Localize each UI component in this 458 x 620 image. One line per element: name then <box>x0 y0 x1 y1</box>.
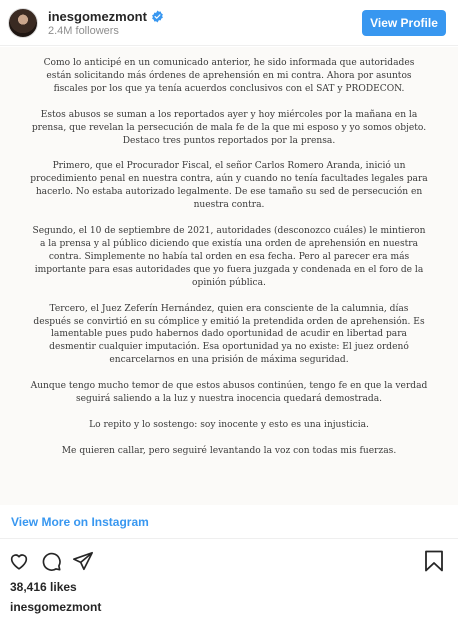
username[interactable]: inesgomezmont <box>48 9 147 24</box>
statement-paragraph: Tercero, el Juez Zeferín Hernández, quien era consciente de la calumnia, días después se convirtió en su cómplice y emitió la pretendida orden de aprehensión. Es lamentable pues pudo habernos dado oportunidad de acudir en libertad para desmentir cualquier imputación. Esa oportunidad ya no existe: El juez ordenó encarcelarnos en una prisión de máxima seguridad. <box>33 303 425 366</box>
statement-paragraph: Primero, que el Procurador Fiscal, el señor Carlos Romero Aranda, inició un procedimiento penal en nuestra contra, aún y cuando no tenía facultades legales para hacerlo. No estaba autorizado legalmente. De ese tamaño su sed de persecución en nuestra contra. <box>30 161 428 211</box>
statement-text <box>30 57 428 471</box>
divider <box>0 538 458 539</box>
heart-icon[interactable] <box>8 550 30 572</box>
statement-paragraph: Como lo anticipé en un comunicado anterior, he sido informada que autoridades están solicitando más órdenes de aprehensión en mi contra. Ahora por asuntos fiscales por los que ya tenía acuerdos conclusivos con el SAT y PRODECON. <box>43 58 415 94</box>
post-image[interactable] <box>0 47 458 505</box>
bookmark-icon[interactable] <box>424 550 444 572</box>
comment-icon[interactable] <box>40 550 62 572</box>
statement-paragraph: Me quieren callar, pero seguiré levantando la voz con todas mis fuerzas. <box>61 445 397 456</box>
post-owner[interactable]: inesgomezmont <box>10 600 102 614</box>
view-more-link[interactable]: View More on Instagram <box>11 515 149 529</box>
avatar[interactable] <box>8 8 38 38</box>
verified-badge-icon <box>151 10 164 23</box>
view-profile-button[interactable]: View Profile <box>362 10 446 36</box>
share-icon[interactable] <box>72 550 94 572</box>
username-row <box>48 9 164 24</box>
statement-paragraph: Lo repito y lo sostengo: soy inocente y esto es una injusticia. <box>89 419 369 430</box>
statement-paragraph: Segundo, el 10 de septiembre de 2021, autoridades (desconozco cuáles) le mintieron a la prensa y al público diciendo que existía una orden de aprehensión en nuestra contra. Simplemente no había tal orden en esa fecha. Pero al parecer era más importante para esas autoridades que yo fuera juzgada y condenada en el foro de la opinión pública. <box>32 226 426 288</box>
statement-paragraph: Aunque tengo mucho temor de que estos abusos continúen, tengo fe en que la verdad seguirá saliendo a la luz y nuestra inocencia quedará demostrada. <box>30 381 428 405</box>
action-bar <box>8 550 94 572</box>
statement-paragraph: Estos abusos se suman a los reportados ayer y hoy miércoles por la mañana en la prensa, que revelan la persecución de mala fe de la que mi esposo y yo somos objeto. Destaco tres puntos reportados por la prensa. <box>31 109 427 146</box>
followers-count: 2.4M followers <box>48 25 119 37</box>
embed-header <box>0 0 458 46</box>
likes-count[interactable]: 38,416 likes <box>10 580 77 594</box>
